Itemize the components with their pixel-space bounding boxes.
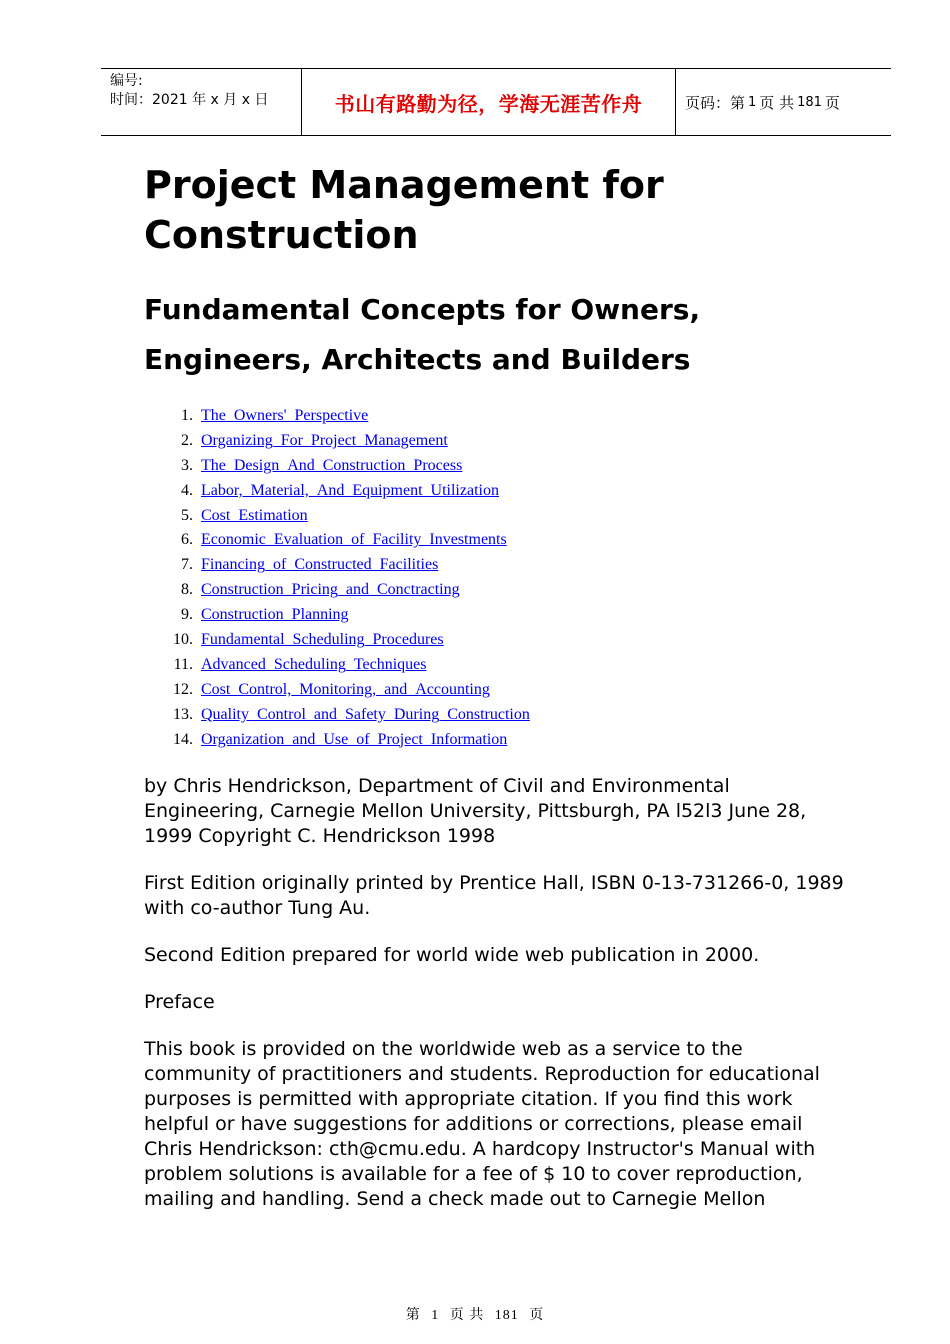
- toc-link[interactable]: Economic_Evaluation_of_Facility_Investments: [201, 531, 507, 549]
- first-edition-paragraph: First Edition originally printed by Prentice Hall, ISBN 0-13-731266-0, 1989 with co-author Tung Au.: [144, 872, 844, 919]
- toc-link[interactable]: Advanced_Scheduling_Techniques: [201, 655, 427, 673]
- toc-item: [144, 553, 530, 578]
- toc-item: [144, 528, 530, 553]
- toc-item: [144, 728, 530, 753]
- toc-item-number: 3.: [181, 456, 193, 474]
- table-of-contents: [144, 404, 530, 752]
- header-page-prefix: 页码：第: [685, 93, 746, 112]
- toc-item-number: 14.: [173, 730, 193, 748]
- toc-item-number: 12.: [173, 680, 193, 698]
- header-motto: 书山有路勤为径，学海无涯苦作舟: [302, 69, 676, 135]
- header-meta-cell: [101, 69, 302, 135]
- header-page-current: 1: [748, 94, 757, 110]
- footer-prefix: 第: [405, 1308, 421, 1323]
- second-edition-paragraph: Second Edition prepared for world wide web publication in 2000.: [144, 944, 760, 966]
- toc-link[interactable]: Fundamental_Scheduling_Procedures: [201, 631, 444, 649]
- page-footer: [0, 1304, 950, 1324]
- toc-item: [144, 429, 530, 454]
- toc-item-number: 9.: [181, 606, 193, 624]
- footer-suffix: 页: [529, 1308, 545, 1323]
- toc-item: [144, 628, 530, 653]
- header-number-label: 编号:: [110, 73, 143, 89]
- preface-heading: Preface: [144, 991, 215, 1013]
- footer-total-pages: 181: [494, 1308, 519, 1323]
- toc-item: [144, 479, 530, 504]
- header-page-info: [676, 69, 891, 135]
- header-time-label: 时间：2021 年 x 月 x 日: [110, 92, 269, 108]
- toc-item: [144, 678, 530, 703]
- header-page-suffix: 页: [824, 93, 840, 112]
- document-subtitle: Fundamental Concepts for Owners, Engineers, Architects and Builders: [144, 293, 701, 376]
- toc-link[interactable]: The_Owners'_Perspective: [201, 407, 369, 424]
- page-header: [101, 68, 891, 136]
- toc-item-number: 10.: [173, 631, 193, 649]
- toc-item: [144, 404, 530, 429]
- toc-item-number: 4.: [181, 481, 193, 499]
- toc-item-number: 2.: [181, 431, 193, 449]
- preface-body-paragraph: This book is provided on the worldwide web as a service to the community of practitioners and students. Reproduction for educational purposes is permitted with appropriate citation. If you find this work helpful or have suggestions for additions or corrections, please email Chris Hendrickson: cth@cmu.edu. A hardcopy Instructor's Manual with problem solutions is available for a fee of $ 10 to cover reproduction, mailing and handling. Send a check made out to Carnegie Mellon: [144, 1038, 820, 1210]
- toc-item-number: 11.: [173, 655, 193, 673]
- toc-item-number: 7.: [181, 556, 193, 574]
- toc-item-number: 13.: [173, 705, 193, 723]
- toc-link[interactable]: Construction_Pricing_and_Conctracting: [201, 581, 460, 599]
- author-paragraph: by Chris Hendrickson, Department of Civil and Environmental Engineering, Carnegie Mellon University, Pittsburgh, PA l52l3 June 28, 1999 Copyright C. Hendrickson 1998: [144, 775, 807, 847]
- toc-item: [144, 603, 530, 628]
- toc-link[interactable]: Construction_Planning: [201, 606, 349, 624]
- toc-link[interactable]: Cost_Control,_Monitoring,_and_Accounting: [201, 680, 490, 698]
- toc-item-number: 8.: [181, 581, 193, 599]
- toc-item: [144, 578, 530, 603]
- toc-item: [144, 454, 530, 479]
- toc-item-number: 1.: [181, 407, 193, 424]
- toc-link[interactable]: Cost_Estimation: [201, 506, 308, 524]
- toc-link[interactable]: Quality_Control_and_Safety_During_Construction: [201, 705, 530, 723]
- toc-link[interactable]: Financing_of_Constructed_Facilities: [201, 556, 439, 574]
- document-title: Project Management for Construction: [144, 163, 664, 257]
- footer-current-page: 1: [431, 1308, 440, 1323]
- header-page-mid: 页 共: [759, 93, 795, 112]
- footer-mid: 页 共: [449, 1308, 485, 1323]
- header-page-total: 181: [797, 94, 822, 110]
- toc-link[interactable]: Organizing_For_Project_Management: [201, 431, 448, 449]
- toc-link[interactable]: Labor,_Material,_And_Equipment_Utilization: [201, 481, 499, 499]
- toc-link[interactable]: The_Design_And_Construction_Process: [201, 456, 463, 474]
- toc-item: [144, 703, 530, 728]
- toc-link[interactable]: Organization_and_Use_of_Project_Information: [201, 730, 508, 748]
- toc-item: [144, 653, 530, 678]
- toc-item-number: 5.: [181, 506, 193, 524]
- toc-item-number: 6.: [181, 531, 193, 549]
- toc-item: [144, 504, 530, 529]
